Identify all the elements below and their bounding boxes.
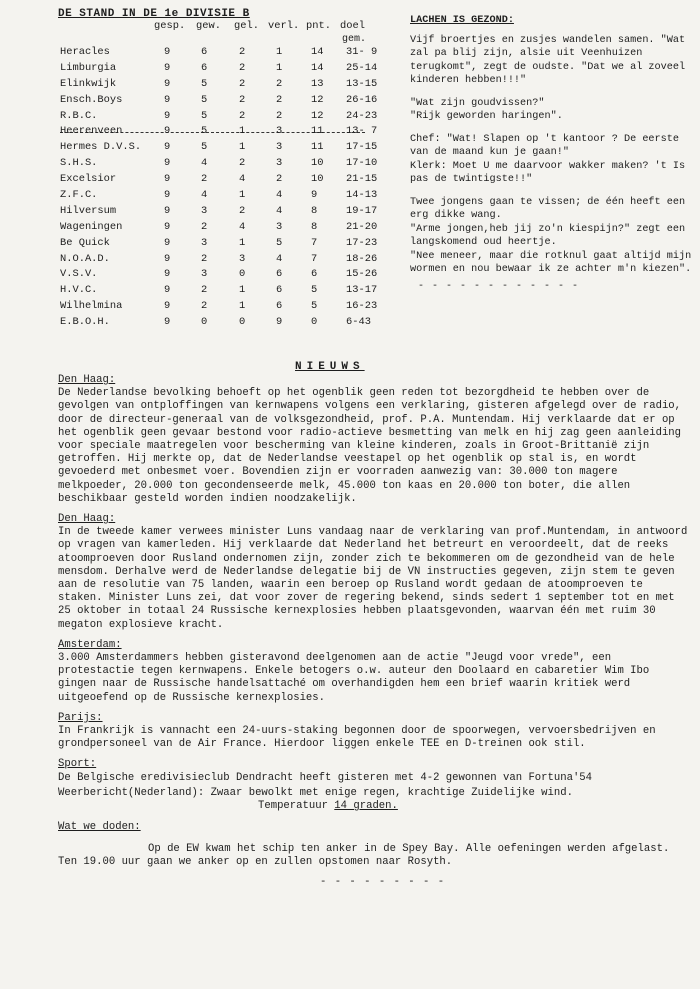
cell-gesp: 9 bbox=[164, 300, 171, 313]
cell-gew: 4 bbox=[201, 189, 208, 202]
cell-gesp: 9 bbox=[164, 46, 171, 58]
cell-doel: 17-15 bbox=[346, 141, 378, 154]
cell-gesp: 9 bbox=[164, 204, 171, 217]
cell-doel: 13- 7 bbox=[346, 125, 378, 138]
cell-gel: 3 bbox=[239, 252, 246, 265]
dateline: Den Haag: bbox=[58, 513, 116, 526]
league-row bbox=[60, 109, 378, 126]
league-row bbox=[60, 61, 378, 78]
cell-doel: 25-14 bbox=[346, 61, 378, 74]
league-row bbox=[60, 220, 378, 237]
col-gel: gel. bbox=[234, 20, 259, 32]
league-rows bbox=[60, 46, 378, 332]
cell-team: Heracles bbox=[60, 46, 110, 58]
col-gew: gew. bbox=[196, 20, 221, 32]
cell-gel: 4 bbox=[239, 173, 246, 186]
cell-verl: 1 bbox=[276, 61, 283, 74]
cell-gesp: 9 bbox=[164, 189, 171, 202]
cell-gel: 2 bbox=[239, 61, 246, 74]
cell-verl: 2 bbox=[276, 93, 283, 106]
cell-gel: 2 bbox=[239, 46, 246, 58]
cell-doel: 19-17 bbox=[346, 204, 378, 217]
cell-doel: 14-13 bbox=[346, 189, 378, 202]
cell-team: Limburgia bbox=[60, 61, 117, 74]
cell-pnt: 5 bbox=[311, 284, 318, 297]
news-text: 3.000 Amsterdammers hebben gisteravond deelgenomen aan de actie "Jeugd voor vrede", een protestactie tegen kernwapens. Enkele betogers o.w. auteur den Doolaard en cabaretier Wim Ibo gingen naar de Russische handelsattaché om overhandigden hem een brief waarin kritiek werd uitgeoefend op de Russische kernexplosies. bbox=[58, 652, 650, 704]
cell-gel: 0 bbox=[239, 316, 246, 329]
cell-gesp: 9 bbox=[164, 61, 171, 74]
cell-pnt: 8 bbox=[311, 204, 318, 217]
col-doel: doel bbox=[340, 20, 365, 32]
cell-gel: 0 bbox=[239, 268, 246, 281]
cell-doel: 18-26 bbox=[346, 252, 378, 265]
cell-team: Hermes D.V.S. bbox=[60, 141, 142, 154]
cell-pnt: 11 bbox=[311, 141, 324, 154]
news-item-2 bbox=[58, 513, 690, 632]
temperature-label: Temperatuur bbox=[258, 800, 328, 813]
cell-team: H.V.C. bbox=[60, 284, 98, 297]
weather-label: Weerbericht(Nederland): bbox=[58, 786, 205, 799]
cell-gel: 1 bbox=[239, 189, 246, 202]
cell-verl: 4 bbox=[276, 204, 283, 217]
cell-gel: 4 bbox=[239, 220, 246, 233]
league-row bbox=[60, 173, 378, 189]
cell-verl: 6 bbox=[276, 268, 283, 281]
league-title: DE STAND IN DE 1e DIVISIE B bbox=[58, 8, 250, 20]
cell-pnt: 10 bbox=[311, 173, 324, 186]
cell-verl: 2 bbox=[276, 173, 283, 186]
cell-team: S.H.S. bbox=[60, 157, 98, 170]
cell-verl: 5 bbox=[276, 236, 283, 249]
cell-verl: 6 bbox=[276, 284, 283, 297]
league-row bbox=[60, 236, 378, 253]
joke-3: Chef: "Wat! Slapen op 't kantoor ? De eerste van de maand kun je gaan!" Klerk: Moet U me daarvoor wakker maken? 't Is pas de twintigste!!" bbox=[410, 133, 686, 185]
dateline: Sport: bbox=[58, 758, 97, 771]
cell-pnt: 6 bbox=[311, 268, 318, 281]
cell-verl: 2 bbox=[276, 77, 283, 90]
cell-pnt: 9 bbox=[311, 189, 318, 202]
cell-team: Wageningen bbox=[60, 220, 123, 233]
cell-pnt: 14 bbox=[311, 61, 324, 74]
cell-doel: 17-10 bbox=[346, 157, 378, 170]
cell-team: Heerenveen bbox=[60, 125, 123, 138]
cell-gel: 1 bbox=[239, 141, 246, 154]
cell-gesp: 9 bbox=[164, 252, 171, 265]
cell-gesp: 9 bbox=[164, 220, 171, 233]
cell-doel: 16-23 bbox=[346, 300, 378, 313]
cell-team: V.S.V. bbox=[60, 268, 98, 281]
league-row bbox=[60, 93, 378, 110]
league-subheader-row bbox=[60, 34, 365, 46]
joke-2: "Wat zijn goudvissen?" "Rijk geworden haringen". bbox=[410, 97, 563, 122]
cell-gel: 2 bbox=[239, 109, 246, 122]
cell-verl: 4 bbox=[276, 189, 283, 202]
cell-verl: 3 bbox=[276, 125, 283, 138]
cell-doel: 15-26 bbox=[346, 268, 378, 281]
what-we-did-title: Wat we doden: bbox=[58, 821, 141, 834]
cell-doel: 21-15 bbox=[346, 173, 378, 186]
cell-doel: 31- 9 bbox=[346, 46, 378, 58]
cell-team: Be Quick bbox=[60, 236, 110, 249]
cell-gew: 5 bbox=[201, 109, 208, 122]
cell-pnt: 7 bbox=[311, 252, 318, 265]
cell-gesp: 9 bbox=[164, 125, 171, 138]
cell-gesp: 9 bbox=[164, 141, 171, 154]
cell-verl: 3 bbox=[276, 141, 283, 154]
cell-gel: 2 bbox=[239, 77, 246, 90]
dateline: Den Haag: bbox=[58, 374, 116, 386]
cell-gesp: 9 bbox=[164, 173, 171, 186]
cell-team: Ensch.Boys bbox=[60, 93, 123, 106]
league-row bbox=[60, 141, 378, 157]
league-row bbox=[60, 77, 378, 94]
cell-gel: 1 bbox=[239, 125, 246, 138]
cell-pnt: 0 bbox=[311, 316, 318, 329]
jokes-title: LACHEN IS GEZOND: bbox=[410, 15, 514, 26]
cell-gesp: 9 bbox=[164, 109, 171, 122]
cell-verl: 4 bbox=[276, 252, 283, 265]
cell-gesp: 9 bbox=[164, 77, 171, 90]
cell-gesp: 9 bbox=[164, 268, 171, 281]
news-section bbox=[58, 374, 690, 889]
cell-verl: 2 bbox=[276, 109, 283, 122]
league-row bbox=[60, 189, 378, 205]
cell-gew: 2 bbox=[201, 173, 208, 186]
cell-gew: 2 bbox=[201, 300, 208, 313]
cell-gew: 5 bbox=[201, 93, 208, 106]
cell-gesp: 9 bbox=[164, 93, 171, 106]
cell-gew: 2 bbox=[201, 284, 208, 297]
cell-doel: 26-16 bbox=[346, 93, 378, 106]
cell-gew: 5 bbox=[201, 77, 208, 90]
league-row bbox=[60, 125, 378, 141]
col-gesp: gesp. bbox=[154, 20, 186, 32]
league-row bbox=[60, 300, 378, 316]
cell-doel: 13-15 bbox=[346, 77, 378, 90]
cell-gew: 2 bbox=[201, 220, 208, 233]
cell-doel: 24-23 bbox=[346, 109, 378, 122]
cell-gesp: 9 bbox=[164, 236, 171, 249]
cell-pnt: 5 bbox=[311, 300, 318, 313]
league-row bbox=[60, 284, 378, 300]
league-header-row bbox=[60, 20, 365, 34]
cell-verl: 9 bbox=[276, 316, 283, 329]
cell-pnt: 10 bbox=[311, 157, 324, 170]
league-row bbox=[60, 157, 378, 173]
cell-gel: 1 bbox=[239, 236, 246, 249]
cell-gew: 2 bbox=[201, 252, 208, 265]
cell-gel: 2 bbox=[239, 93, 246, 106]
news-text: In de tweede kamer verwees minister Luns vandaag naar de verklaring van prof.Muntendam, in antwoord op vragen van kamerleden. Hij verklaarde dat Nederland het betreurt en veroordeelt, dat de reeks atoomproeven door Rusland ondernomen zijn, zonder zich te bekommeren om de gezondheid van de hele mensdom. Derhalve werd de Nederlandse delegatie bij de VN instructies gegeven, zijn stem te geven aan de resolutie van 75 landen, waarin een beroep op Rusland wordt gedaan de atoomproeven te staken. Minister Luns zei, dat voor zover de regering bekend, sinds sedert 1 september tot en met 25 oktober in totaal 24 Russische kernexplosies hebben plaatsgevonden, waarvan één met ruim 30 megaton explosieve kracht. bbox=[58, 526, 688, 631]
cell-gew: 0 bbox=[201, 316, 208, 329]
cell-team: N.O.A.D. bbox=[60, 252, 110, 265]
joke-4: Twee jongens gaan te vissen; de één heeft een erg dikke wang. "Arme jongen,heb jij zo'n kiespijn?" zegt een langskomend oud heertje. "Nee meneer, maar die rotknul gaat altijd mijn wormen en nou bewaar ik ze achter m'n kiezen". bbox=[410, 196, 692, 275]
cell-team: Elinkwijk bbox=[60, 77, 117, 90]
league-row bbox=[60, 268, 378, 284]
news-text: In Frankrijk is vannacht een 24-uurs-staking begonnen door de spoorwegen, vervoersbedrijven en grondpersoneel van de Air France. Hierdoor liggen enkele TEE en D-treinen ook stil. bbox=[58, 725, 656, 751]
cell-gesp: 9 bbox=[164, 284, 171, 297]
cell-verl: 6 bbox=[276, 300, 283, 313]
cell-team: R.B.C. bbox=[60, 109, 98, 122]
cell-gew: 5 bbox=[201, 125, 208, 138]
cell-gel: 1 bbox=[239, 300, 246, 313]
cell-team: E.B.O.H. bbox=[60, 316, 110, 329]
cell-verl: 3 bbox=[276, 157, 283, 170]
league-row bbox=[60, 316, 371, 332]
cell-pnt: 12 bbox=[311, 109, 324, 122]
cell-verl: 3 bbox=[276, 220, 283, 233]
league-table bbox=[58, 8, 378, 332]
cell-gel: 2 bbox=[239, 157, 246, 170]
cell-team: Hilversum bbox=[60, 204, 117, 217]
cell-pnt: 8 bbox=[311, 220, 318, 233]
col-verl: verl. bbox=[268, 20, 300, 32]
cell-pnt: 12 bbox=[311, 93, 324, 106]
cell-gesp: 9 bbox=[164, 316, 171, 329]
cell-gew: 6 bbox=[201, 61, 208, 74]
news-title: NIEUWS bbox=[295, 361, 365, 373]
cell-pnt: 11 bbox=[311, 125, 324, 138]
news-item-1 bbox=[58, 374, 690, 506]
news-item-3 bbox=[58, 639, 690, 705]
what-we-did-text: Op de EW kwam het schip ten anker in de Spey Bay. Alle oefeningen werden afgelast. Ten 19.00 uur gaan we anker op en zullen opstomen naar Rosyth. bbox=[58, 842, 670, 868]
cell-gew: 4 bbox=[201, 157, 208, 170]
cell-team: Wilhelmina bbox=[60, 300, 123, 313]
jokes-column bbox=[410, 14, 695, 293]
cell-pnt: 7 bbox=[311, 236, 318, 249]
league-row bbox=[60, 46, 378, 62]
news-item-5 bbox=[58, 758, 690, 784]
col-pnt: pnt. bbox=[306, 20, 331, 32]
cell-gew: 6 bbox=[201, 46, 208, 58]
cell-gew: 3 bbox=[201, 204, 208, 217]
weather-text: Zwaar bewolkt met enige regen, krachtige Zuidelijke wind. bbox=[210, 786, 573, 799]
cell-doel: 13-17 bbox=[346, 284, 378, 297]
news-text: De Belgische eredivisieclub Dendracht heeft gisteren met 4-2 gewonnen van Fortuna'54 bbox=[58, 771, 593, 784]
col-doel-sub: gem. bbox=[342, 34, 367, 45]
cell-doel: 21-20 bbox=[346, 220, 378, 233]
dateline: Amsterdam: bbox=[58, 638, 122, 651]
cell-doel: 6-43 bbox=[346, 316, 371, 329]
cell-gew: 3 bbox=[201, 236, 208, 249]
cell-gesp: 9 bbox=[164, 157, 171, 170]
jokes-separator: - - - - - - - - - - - - bbox=[418, 280, 580, 292]
cell-team: Excelsior bbox=[60, 173, 117, 186]
end-separator: - - - - - - - - - bbox=[320, 875, 446, 888]
cell-gew: 5 bbox=[201, 141, 208, 154]
cell-gel: 2 bbox=[239, 204, 246, 217]
temperature-value: 14 graden. bbox=[334, 800, 398, 813]
cell-gew: 3 bbox=[201, 268, 208, 281]
dateline: Parijs: bbox=[58, 711, 103, 724]
league-row bbox=[60, 204, 378, 221]
cell-gel: 1 bbox=[239, 284, 246, 297]
cell-doel: 17-23 bbox=[346, 236, 378, 249]
cell-verl: 1 bbox=[276, 46, 283, 58]
weather-report bbox=[58, 787, 690, 813]
news-item-4 bbox=[58, 712, 690, 752]
cell-pnt: 14 bbox=[311, 46, 324, 58]
cell-pnt: 13 bbox=[311, 77, 324, 90]
league-row bbox=[60, 252, 378, 269]
news-text: De Nederlandse bevolking behoeft op het ogenblik geen reden tot bezorgdheid te hebben over de gevolgen van ontploffingen van kernwapens volgens een verklaring, gisteren afgelegd over de radio, door de directeur-generaal van de volksgezondheid, prof. P.A. Muntendam. Hij verklaarde dat er op het ogenblik geen gevaar bestond voor radio-actieve besmetting van melk en hij zag geen aanleiding voor speciale maatregelen voor bescherming van kleine kinderen, zoals in Groot-Brittanië zijn getroffen. Hij merkte op, dat de Nederlandse veestapel op het ogenblik op stal is, en wordt gevoederd met onbesmet voer. Bovendien zijn er voorraden aanwezig van: 30.000 ton magere melkpoeder, 20.000 ton gecondenseerde melk, 45.000 ton kaas en 20.000 ton boter, die allen beschikbaar gesteld worden indien noodzakelijk. bbox=[58, 387, 682, 505]
cell-team: Z.F.C. bbox=[60, 189, 98, 202]
joke-1: Vijf broertjes en zusjes wandelen samen. "Wat zal pa blij zijn, alsie uit Veenhuizen terugkomt", zegt de oudste. "Dat we al zoveel kinderen hebben!!!" bbox=[410, 34, 686, 86]
